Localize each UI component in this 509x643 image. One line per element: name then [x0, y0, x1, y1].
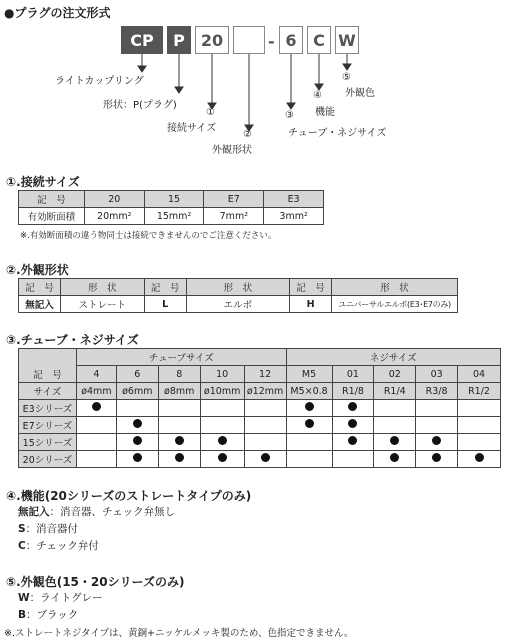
section1-title: ①.接続サイズ — [6, 175, 80, 189]
code-box-w: W — [335, 26, 359, 54]
s3-code-5: M5 — [286, 366, 332, 383]
s3-series-name: E3シリーズ — [19, 400, 77, 417]
s3-cell — [332, 451, 374, 468]
function-code-none: 無記入 — [18, 506, 50, 518]
function-item-none — [18, 504, 175, 519]
color-item-b — [18, 607, 78, 622]
s3-cell — [374, 434, 416, 451]
s3-cell — [244, 417, 286, 434]
s3-cell — [244, 400, 286, 417]
s3-cell — [116, 417, 158, 434]
s3-code-label: 記 号 — [19, 366, 77, 383]
s3-cell — [76, 451, 116, 468]
s3-series-name: 15シリーズ — [19, 434, 77, 451]
s1-code-20: 20 — [84, 191, 144, 208]
s3-size-8: R3/8 — [416, 383, 458, 400]
function-code-s: S — [18, 523, 26, 535]
s3-cell — [244, 451, 286, 468]
availability-dot — [348, 436, 357, 445]
s3-cell — [458, 417, 501, 434]
s3-cell — [158, 434, 200, 451]
s3-cell — [200, 400, 244, 417]
function-desc-none: ：消音器、チェック弁無し — [49, 506, 176, 518]
s3-cell — [116, 400, 158, 417]
label-func-num: ④ — [313, 90, 322, 101]
s3-cell — [76, 417, 116, 434]
s3-cell — [200, 434, 244, 451]
availability-dot — [218, 453, 227, 462]
label-ext: 外観形状 — [212, 145, 252, 156]
s3-cell — [416, 434, 458, 451]
s3-cell — [374, 400, 416, 417]
s3-cell — [200, 417, 244, 434]
s3-size-7: R1/4 — [374, 383, 416, 400]
label-light-coupling: ライトカップリング — [55, 76, 144, 87]
s1-area-label: 有効断面積 — [19, 208, 85, 225]
s3-cell — [116, 434, 158, 451]
s3-cell — [286, 451, 332, 468]
availability-dot — [348, 402, 357, 411]
s3-series-row — [19, 434, 501, 451]
s3-cell — [458, 400, 501, 417]
s3-group-tube: チューブサイズ — [76, 349, 286, 366]
s1-area-20: 20mm² — [84, 208, 144, 225]
s3-cell — [332, 417, 374, 434]
s3-corner — [19, 349, 77, 366]
s2-shape-universal: ユニバーサルエルボ(E3･E7のみ) — [332, 296, 458, 313]
section4-title: ④.機能(20シリーズのストレートタイプのみ) — [6, 489, 252, 503]
availability-dot — [475, 453, 484, 462]
availability-dot — [133, 436, 142, 445]
availability-dot — [218, 436, 227, 445]
s3-cell — [458, 434, 501, 451]
s3-size-label: サイズ — [19, 383, 77, 400]
s3-cell — [374, 417, 416, 434]
s2-head-shape1: 形 状 — [60, 279, 144, 296]
availability-dot — [133, 419, 142, 428]
availability-dot — [390, 436, 399, 445]
label-func: 機能 — [315, 107, 335, 118]
label-color: 外観色 — [345, 88, 375, 99]
page-title: ●プラグの注文形式 — [4, 6, 111, 20]
s3-code-3: 10 — [200, 366, 244, 383]
label-color-num: ⑤ — [342, 72, 351, 83]
section5-note: ※.ストレートネジタイプは、黄銅+ニッケルメッキ製のため、色指定できません。 — [4, 628, 354, 639]
s1-area-e3: 3mm² — [264, 208, 324, 225]
s3-cell — [332, 434, 374, 451]
s3-code-7: 02 — [374, 366, 416, 383]
code-box-p: P — [167, 26, 191, 54]
s3-cell — [332, 400, 374, 417]
s2-code-none: 無記入 — [19, 296, 61, 313]
function-code-c: C — [18, 540, 26, 552]
availability-dot — [133, 453, 142, 462]
s2-head-shape2: 形 状 — [186, 279, 290, 296]
s2-shape-straight: ストレート — [60, 296, 144, 313]
s1-code-e3: E3 — [264, 191, 324, 208]
color-desc-w: ：ライトグレー — [29, 592, 103, 604]
s3-code-2: 8 — [158, 366, 200, 383]
s2-head-shape3: 形 状 — [332, 279, 458, 296]
section2-title: ②.外観形状 — [6, 263, 69, 277]
availability-dot — [305, 402, 314, 411]
section3-title: ③.チューブ・ネジサイズ — [6, 333, 139, 347]
label-tube-num: ③ — [285, 110, 294, 121]
function-item-c — [18, 538, 99, 553]
s3-size-9: R1/2 — [458, 383, 501, 400]
s3-cell — [158, 417, 200, 434]
connection-size-table — [18, 190, 324, 225]
label-ext-num: ② — [243, 129, 252, 140]
tube-screw-table — [18, 348, 501, 468]
s2-code-l: L — [144, 296, 186, 313]
code-box-6: 6 — [279, 26, 303, 54]
s3-code-0: 4 — [76, 366, 116, 383]
s3-cell — [76, 400, 116, 417]
s3-cell — [286, 400, 332, 417]
s3-cell — [286, 434, 332, 451]
s3-cell — [374, 451, 416, 468]
s3-series-name: 20シリーズ — [19, 451, 77, 468]
color-code-w: W — [18, 592, 30, 604]
availability-dot — [261, 453, 270, 462]
availability-dot — [175, 453, 184, 462]
s3-cell — [286, 417, 332, 434]
function-desc-s: ：消音器付 — [25, 523, 79, 535]
s3-code-6: 01 — [332, 366, 374, 383]
s3-size-2: ø8mm — [158, 383, 200, 400]
s3-cell — [200, 451, 244, 468]
s2-head-code1: 記 号 — [19, 279, 61, 296]
s3-code-8: 03 — [416, 366, 458, 383]
s1-area-15: 15mm² — [144, 208, 204, 225]
code-dash: - — [268, 32, 275, 51]
s3-cell — [416, 400, 458, 417]
section5-title: ⑤.外観色(15・20シリーズのみ) — [6, 575, 185, 589]
availability-dot — [175, 436, 184, 445]
s3-cell — [458, 451, 501, 468]
s3-size-0: ø4mm — [76, 383, 116, 400]
availability-dot — [348, 419, 357, 428]
availability-dot — [305, 419, 314, 428]
section1-note: ※.有効断面積の違う物同士は接続できませんのでご注意ください。 — [20, 231, 277, 241]
code-box-c: C — [307, 26, 331, 54]
color-item-w — [18, 590, 103, 605]
s2-shape-elbow: エルボ — [186, 296, 290, 313]
s3-series-name: E7シリーズ — [19, 417, 77, 434]
s3-series-row — [19, 451, 501, 468]
color-code-b: B — [18, 609, 27, 621]
s1-code-15: 15 — [144, 191, 204, 208]
s3-cell — [416, 417, 458, 434]
s1-code-label: 記 号 — [19, 191, 85, 208]
s3-cell — [416, 451, 458, 468]
s3-group-screw: ネジサイズ — [286, 349, 500, 366]
s3-size-1: ø6mm — [116, 383, 158, 400]
s3-size-4: ø12mm — [244, 383, 286, 400]
s3-size-6: R1/8 — [332, 383, 374, 400]
label-conn-num: ① — [206, 107, 215, 118]
s2-code-h: H — [290, 296, 332, 313]
shape-table — [18, 278, 458, 313]
s3-size-3: ø10mm — [200, 383, 244, 400]
code-box-20: 20 — [195, 26, 229, 54]
availability-dot — [432, 453, 441, 462]
s2-head-code3: 記 号 — [290, 279, 332, 296]
color-desc-b: ：ブラック — [26, 609, 79, 621]
label-conn: 接続サイズ — [167, 123, 217, 134]
s3-code-9: 04 — [458, 366, 501, 383]
function-item-s — [18, 521, 78, 536]
availability-dot — [432, 436, 441, 445]
s3-code-4: 12 — [244, 366, 286, 383]
s1-code-e7: E7 — [204, 191, 264, 208]
s2-head-code2: 記 号 — [144, 279, 186, 296]
function-desc-c: ：チェック弁付 — [25, 540, 99, 552]
s3-cell — [158, 451, 200, 468]
s1-area-e7: 7mm² — [204, 208, 264, 225]
s3-size-5: M5×0.8 — [286, 383, 332, 400]
s3-cell — [76, 434, 116, 451]
availability-dot — [92, 402, 101, 411]
code-box-cp: CP — [121, 26, 163, 54]
label-tube: チューブ・ネジサイズ — [288, 128, 387, 139]
s3-series-row — [19, 400, 501, 417]
s3-series-row — [19, 417, 501, 434]
availability-dot — [390, 453, 399, 462]
label-shape: 形状：P(プラグ) — [103, 100, 177, 111]
s3-cell — [116, 451, 158, 468]
s3-cell — [158, 400, 200, 417]
s3-cell — [244, 434, 286, 451]
s3-code-1: 6 — [116, 366, 158, 383]
